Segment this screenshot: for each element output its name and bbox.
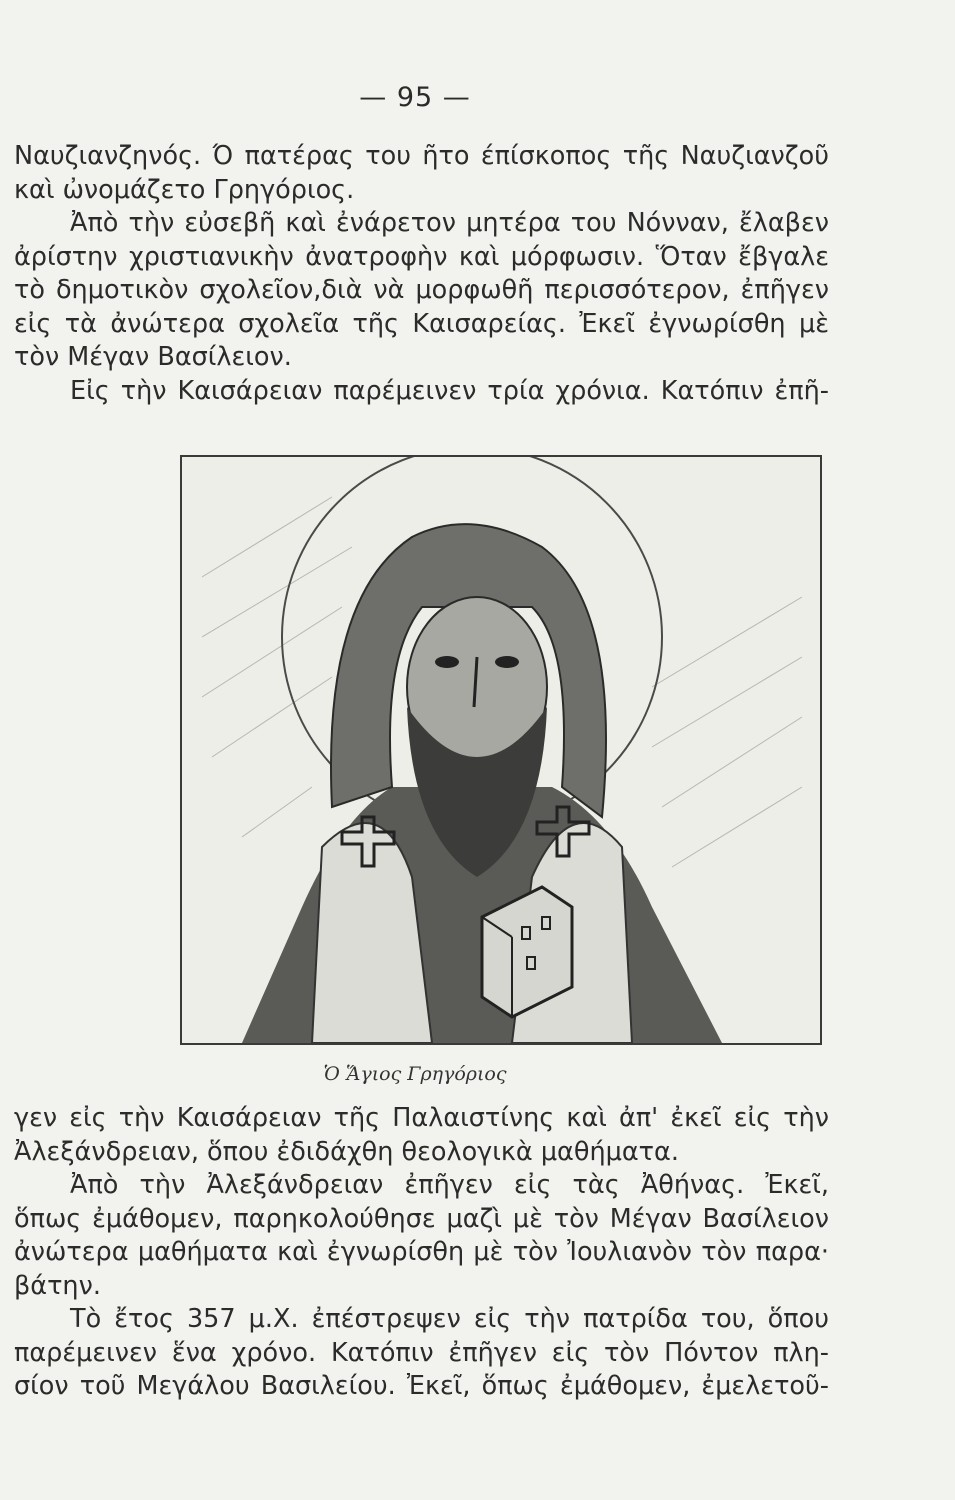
- text-line: Τὸ ἔτος 357 μ.Χ. ἐπέστρεψεν εἰς τὴν πατρίδα του, ὅπου: [70, 1304, 829, 1334]
- text-line: Ἀπὸ τὴν εὐσεβῆ καὶ ἐνάρετον μητέρα του Νόνναν, ἔλαβεν: [70, 208, 829, 238]
- text-line: Ἀλεξάνδρειαν, ὅπου ἐδιδάχθη θεολογικὰ μαθήματα.: [14, 1136, 679, 1167]
- text-line: ὅπως ἐμάθομεν, παρηκολούθησε μαζὶ μὲ τὸν Μέγαν Βασίλειον: [14, 1203, 829, 1234]
- figure-caption: Ὁ Ἅγιος Γρηγόριος: [323, 1063, 507, 1085]
- text-line: Εἰς τὴν Καισάρειαν παρέμεινεν τρία χρόνια. Κατόπιν ἐπῆ-: [70, 375, 829, 406]
- text-line: παρέμεινεν ἕνα χρόνο. Κατόπιν ἐπῆγεν εἰς τὸν Πόντον πλη-: [14, 1337, 829, 1368]
- text-line: τὸ δημοτικὸν σχολεῖον,διὰ νὰ μορφωθῆ περισσότερον, ἐπῆγεν: [14, 275, 829, 305]
- text-line: Ἀπὸ τὴν Ἀλεξάνδρειαν ἐπῆγεν εἰς τὰς Ἀθήνας. Ἐκεῖ,: [70, 1170, 829, 1200]
- saint-portrait-figure: [180, 455, 822, 1045]
- page-number: — 95 —: [359, 82, 471, 113]
- text-line: ἀρίστην χριστιανικὴν ἀνατροφὴν καὶ μόρφωσιν. Ὅταν ἔβγαλε: [14, 241, 829, 272]
- saint-portrait-icon: [182, 457, 820, 1043]
- text-block-bottom: [14, 1102, 829, 1404]
- text-line: βάτην.: [14, 1270, 101, 1301]
- text-line: καὶ ὠνομάζετο Γρηγόριος.: [14, 174, 355, 205]
- text-line: γεν εἰς τὴν Καισάρειαν τῆς Παλαιστίνης καὶ ἀπ' ἐκεῖ εἰς τὴν: [14, 1103, 829, 1133]
- text-line: τὸν Μέγαν Βασίλειον.: [14, 342, 292, 372]
- text-line: εἰς τὰ ἀνώτερα σχολεῖα τῆς Καισαρείας. Ἐκεῖ ἐγνωρίσθη μὲ: [14, 308, 829, 339]
- text-block-top: [14, 140, 829, 408]
- text-line: σίον τοῦ Μεγάλου Βασιλείου. Ἐκεῖ, ὅπως ἐμάθομεν, ἐμελετοῦ-: [14, 1371, 829, 1401]
- text-line: ἀνώτερα μαθήματα καὶ ἐγνωρίσθη μὲ τὸν Ἰουλιανὸν τὸν παρα·: [14, 1237, 829, 1267]
- text-line: Ναυζιανζηνός. Ό πατέρας του ῆτο έπίσκοπος τῆς Ναυζιανζοῦ: [14, 141, 829, 171]
